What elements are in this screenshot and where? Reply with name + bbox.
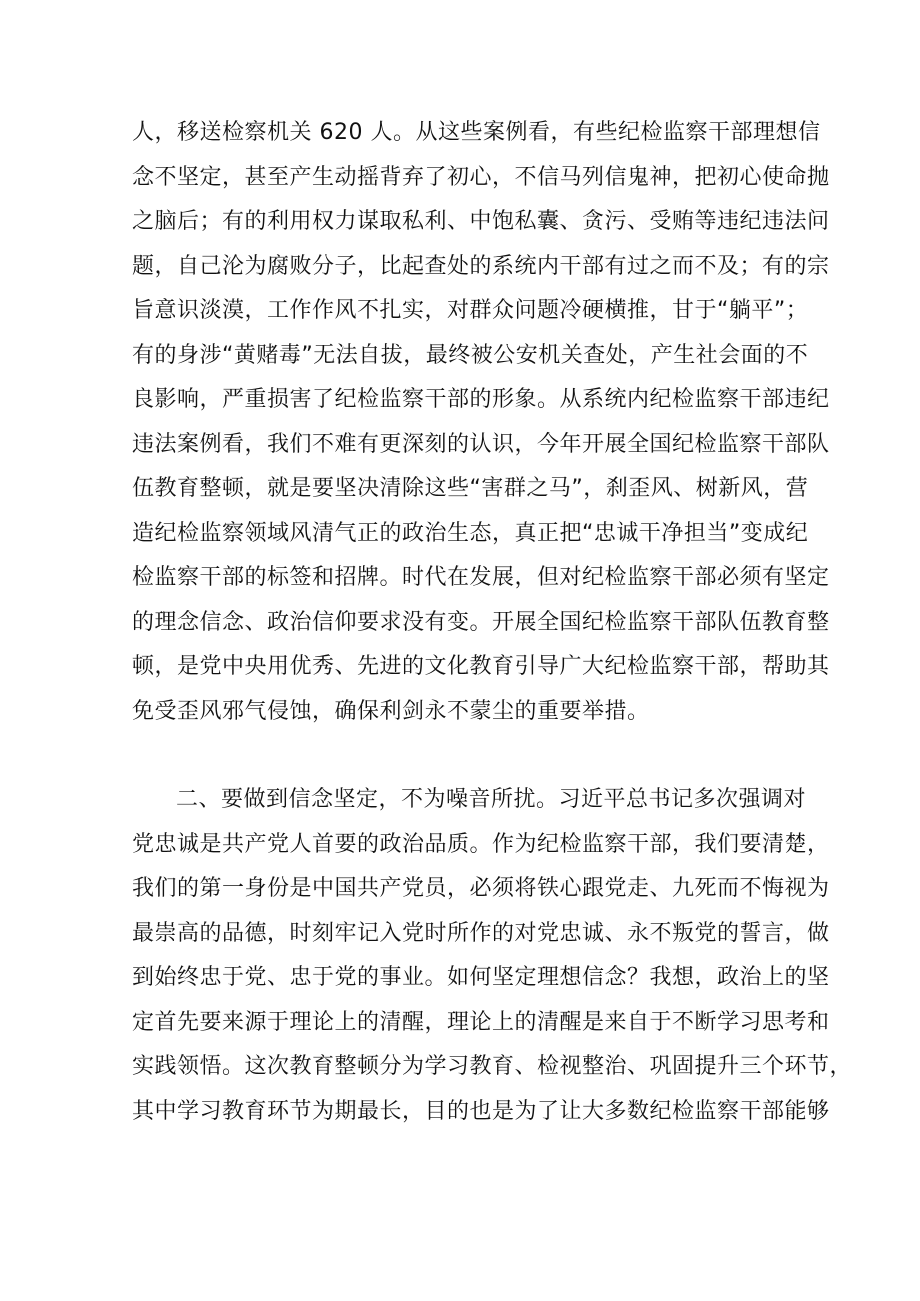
text-line: 到始终忠于党、忠于党的事业。如何坚定理想信念？我想，政治上的坚 <box>132 965 830 990</box>
text-line: 违法案例看，我们不难有更深刻的认识，今年开展全国纪检监察干部队 <box>132 431 830 457</box>
text-line: 题，自己沦为腐败分子，比起查处的系统内干部有过之而不及；有的宗 <box>132 253 830 279</box>
text-line: 定首先要来源于理论上的清醒，理论上的清醒是来自于不断学习思考和 <box>132 1009 830 1035</box>
text-line: 念不坚定，甚至产生动摇背弃了初心，不信马列信鬼神，把初心使命抛 <box>132 164 830 190</box>
text-line: 二、要做到信念坚定，不为噪音所扰。习近平总书记多次强调对 <box>176 787 807 812</box>
text-line: 伍教育整顿，就是要坚决清除这些“害群之马”，刹歪风、树新风，营 <box>132 476 809 501</box>
text-line: 其中学习教育环节为期最长，目的也是为了让大多数纪检监察干部能够 <box>132 1098 830 1124</box>
text-line: 最崇高的品德，时刻牢记入党时所作的对党忠诚、永不叛党的誓言，做 <box>132 920 830 946</box>
text-line: 人，移送检察机关 620 人。从这些案例看，有些纪检监察干部理想信 <box>132 120 821 145</box>
text-line: 的理念信念、政治信仰要求没有变。开展全国纪检监察干部队伍教育整 <box>132 609 830 635</box>
text-line: 有的身涉“黄赌毒”无法自拔，最终被公安机关查处，产生社会面的不 <box>132 342 809 368</box>
text-line: 之脑后；有的利用权力谋取私利、中饱私囊、贪污、受贿等违纪违法问 <box>132 209 830 234</box>
text-line: 我们的第一身份是中国共产党员，必须将铁心跟党走、九死而不悔视为 <box>132 876 830 901</box>
text-line: 实践领悟。这次教育整顿分为学习教育、检视整治、巩固提升三个环节， <box>132 1054 853 1079</box>
text-line: 党忠诚是共产党人首要的政治品质。作为纪检监察干部，我们要清楚， <box>132 831 830 857</box>
text-line: 良影响，严重损害了纪检监察干部的形象。从系统内纪检监察干部违纪 <box>132 387 830 412</box>
text-line: 造纪检监察领域风清气正的政治生态，真正把“忠诚干净担当”变成纪 <box>132 520 809 546</box>
text-line: 免受歪风邪气侵蚀，确保利剑永不蒙尘的重要举措。 <box>132 698 650 724</box>
text-line: 顿，是党中央用优秀、先进的文化教育引导广大纪检监察干部，帮助其 <box>132 654 830 679</box>
text-line: 旨意识淡漠，工作作风不扎实，对群众问题冷硬横推，甘于“躺平”； <box>132 298 809 323</box>
text-line: 检监察干部的标签和招牌。时代在发展，但对纪检监察干部必须有坚定 <box>132 565 830 590</box>
